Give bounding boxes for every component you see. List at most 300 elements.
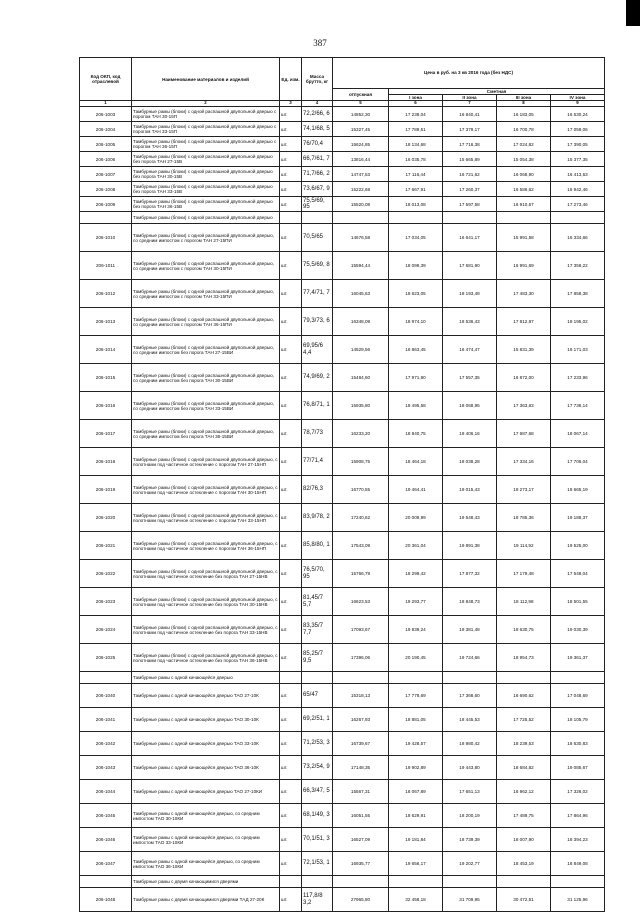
price-zone-1: 18 974,10 xyxy=(389,308,443,336)
price-zone-3: 17 483,30 xyxy=(497,280,551,308)
price-zone-3: 15 831,39 xyxy=(497,336,551,364)
table-row xyxy=(80,708,605,732)
item-name: Тамбурные рамы (блоки) с одной распашной двупольной дверью, с полотнами под частичное остекление без порога ТАН 33-15НВ xyxy=(132,616,280,644)
price-zone-1: 18 464,18 xyxy=(389,448,443,476)
item-unit: шт. xyxy=(280,756,302,780)
item-name: Тамбурные рамы (блоки) с одной распашной двупольной дверью, со средним импостом без порога ТАН 36-15ВИ xyxy=(132,420,280,448)
item-unit: шт. xyxy=(280,420,302,448)
price-zone-2: 18 193,48 xyxy=(443,280,497,308)
price-zone-1: 17 238,04 xyxy=(389,107,443,122)
item-code: 206-1004 xyxy=(80,122,132,137)
item-mass: 83,35/7 7,7 xyxy=(302,616,333,644)
item-unit: шт. xyxy=(280,732,302,756)
item-mass: 78,7/73 xyxy=(302,420,333,448)
item-name: Тамбурные рамы с одной качающейся дверью, со средним импостом ТАО 33-10КИ xyxy=(132,828,280,852)
group-empty xyxy=(443,212,497,224)
price-zone-2: 18 848,73 xyxy=(443,588,497,616)
item-unit: шт. xyxy=(280,308,302,336)
item-unit: шт. xyxy=(280,197,302,212)
item-code: 206-1015 xyxy=(80,364,132,392)
header-zone-2: II зона xyxy=(443,95,497,101)
item-mass: 66,3/47, 5 xyxy=(302,780,333,804)
price-zone-2: 18 536,43 xyxy=(443,308,497,336)
price-zone-2: 17 260,37 xyxy=(443,182,497,197)
price-zone-2: 17 379,17 xyxy=(443,122,497,137)
price-zone-4: 17 059,06 xyxy=(551,122,605,137)
price-zone-4: 17 273,46 xyxy=(551,197,605,212)
item-name: Тамбурные рамы (блоки) с одной распашной двупольной дверью, со средним импостом без порога ТАН 33-15ВИ xyxy=(132,392,280,420)
price-zone-1: 17 789,51 xyxy=(389,122,443,137)
item-mass: 65/47 xyxy=(302,684,333,708)
header-zone-4: IV зона xyxy=(551,95,605,101)
item-code: 206-1040 xyxy=(80,684,132,708)
price-zone-2: 19 381,48 xyxy=(443,616,497,644)
item-mass: 73,6/67, 9 xyxy=(302,182,333,197)
table-row xyxy=(80,152,605,167)
price-zone-1: 20 009,99 xyxy=(389,504,443,532)
price-zone-1: 18 067,89 xyxy=(389,780,443,804)
col-number: 5 xyxy=(333,101,389,107)
item-code: 206-1008 xyxy=(80,182,132,197)
price-zone-3: 18 239,53 xyxy=(497,732,551,756)
price-zone-3: 17 179,48 xyxy=(497,560,551,588)
price-zone-3: 18 112,98 xyxy=(497,588,551,616)
group-title: Тамбурные рамы (блоки) с одной распашной двупольной дверью xyxy=(132,212,280,224)
item-name: Тамбурные рамы (блоки) с одной распашной двупольной дверью, с полотнами под частичное остекление с порогом ТАН 33-15НП xyxy=(132,504,280,532)
item-unit: шт. xyxy=(280,504,302,532)
item-unit: шт. xyxy=(280,280,302,308)
item-mass: 85,8/80, 1 xyxy=(302,532,333,560)
item-code: 206-1006 xyxy=(80,152,132,167)
price-zone-4: 19 188,37 xyxy=(551,504,605,532)
group-empty xyxy=(443,672,497,684)
group-empty xyxy=(80,212,132,224)
group-row xyxy=(80,212,605,224)
price-zone-3: 16 910,67 xyxy=(497,197,551,212)
price-zone-2: 19 724,66 xyxy=(443,644,497,672)
group-empty xyxy=(389,672,443,684)
col-number: 9 xyxy=(551,101,605,107)
item-unit: шт. xyxy=(280,780,302,804)
item-code: 206-1047 xyxy=(80,852,132,876)
price-zone-1: 16 035,78 xyxy=(389,152,443,167)
price-zone-4: 17 356,22 xyxy=(551,252,605,280)
price-zone-2: 18 739,39 xyxy=(443,828,497,852)
header-mass: Масса брутто, кг xyxy=(302,58,333,101)
group-empty xyxy=(333,672,389,684)
item-name: Тамбурные рамы (блоки) с одной распашной двупольной дверью, с полотнами под частичное остекление без порога ТАН 27-15НВ xyxy=(132,560,280,588)
price-release: 15594,44 xyxy=(333,252,389,280)
item-code: 206-1046 xyxy=(80,828,132,852)
item-code: 206-1048 xyxy=(80,888,132,912)
price-zone-2: 17 597,58 xyxy=(443,197,497,212)
item-code: 206-1023 xyxy=(80,588,132,616)
price-zone-4: 18 394,23 xyxy=(551,828,605,852)
item-name: Тамбурные рамы с одной качающейся дверью ТАО 36-10К xyxy=(132,756,280,780)
price-zone-3: 17 489,75 xyxy=(497,804,551,828)
price-zone-4: 16 942,46 xyxy=(551,182,605,197)
group-empty xyxy=(497,876,551,888)
item-unit: шт. xyxy=(280,828,302,852)
item-mass: 69,2/51, 1 xyxy=(302,708,333,732)
price-zone-2: 17 681,90 xyxy=(443,252,497,280)
price-zone-2: 19 443,80 xyxy=(443,756,497,780)
price-zone-3: 16 690,62 xyxy=(497,684,551,708)
item-code: 206-1012 xyxy=(80,280,132,308)
item-mass: 74,9/69, 2 xyxy=(302,364,333,392)
table-row xyxy=(80,107,605,122)
item-unit: шт. xyxy=(280,532,302,560)
item-mass: 81,45/7 5,7 xyxy=(302,588,333,616)
item-name: Тамбурные рамы (блоки) с одной распашной двупольной дверью, с полотнами под частичное остекление без порога ТАН 30-15НВ xyxy=(132,588,280,616)
item-mass: 69,95/6 4,4 xyxy=(302,336,333,364)
item-code: 206-1044 xyxy=(80,780,132,804)
item-code: 206-1042 xyxy=(80,732,132,756)
item-name: Тамбурные рамы (блоки) с одной распашной двупольной дверью, со средним импостом без порога ТАН 27-15ВИ xyxy=(132,336,280,364)
header-name: Наименование материалов и изделий xyxy=(132,58,280,101)
item-mass: 75,5/69, 8 xyxy=(302,252,333,280)
col-number: 8 xyxy=(497,101,551,107)
item-name: Тамбурные рамы (блоки) с одной распашной двупольной дверью с порогом ТАН 33-15П xyxy=(132,122,280,137)
header-unit: Ед. изм. xyxy=(280,58,302,101)
table-row xyxy=(80,420,605,448)
table-row xyxy=(80,588,605,616)
item-unit: шт. xyxy=(280,644,302,672)
price-zone-3: 16 586,62 xyxy=(497,182,551,197)
group-title: Тамбурные рамы с одной качающейся дверью xyxy=(132,672,280,684)
group-empty xyxy=(302,212,333,224)
group-empty xyxy=(280,876,302,888)
price-zone-2: 19 548,43 xyxy=(443,504,497,532)
price-zone-1: 19 902,89 xyxy=(389,756,443,780)
item-mass: 76,8/71, 1 xyxy=(302,392,333,420)
table-row xyxy=(80,560,605,588)
price-release: 14852,30 xyxy=(333,107,389,122)
item-unit: шт. xyxy=(280,252,302,280)
item-code: 206-1009 xyxy=(80,197,132,212)
price-release: 15766,79 xyxy=(333,560,389,588)
item-unit: шт. xyxy=(280,476,302,504)
item-unit: шт. xyxy=(280,107,302,122)
item-code: 206-1025 xyxy=(80,644,132,672)
item-name: Тамбурные рамы (блоки) с одной распашной двупольной дверью без порога ТАН 30-15В xyxy=(132,167,280,182)
price-release: 15222,68 xyxy=(333,182,389,197)
price-zone-4: 18 630,83 xyxy=(551,732,605,756)
item-unit: шт. xyxy=(280,152,302,167)
item-mass: 85,25/7 9,5 xyxy=(302,644,333,672)
item-name: Тамбурные рамы (блоки) с одной распашной двупольной дверью с порогом ТАН 36-15П xyxy=(132,137,280,152)
item-code: 206-1017 xyxy=(80,420,132,448)
group-empty xyxy=(333,212,389,224)
price-zone-3: 17 725,52 xyxy=(497,708,551,732)
price-zone-2: 16 840,41 xyxy=(443,107,497,122)
item-name: Тамбурные рамы (блоки) с одной распашной двупольной дверью, с полотнами под частичное остекление с порогом ТАН 27-15НП xyxy=(132,448,280,476)
table-row xyxy=(80,504,605,532)
price-zone-4: 31 125,96 xyxy=(551,888,605,912)
item-mass: 68,1/49, 3 xyxy=(302,804,333,828)
price-zone-3: 16 872,00 xyxy=(497,364,551,392)
price-zone-2: 16 721,62 xyxy=(443,167,497,182)
price-release: 27965,80 xyxy=(333,888,389,912)
group-empty xyxy=(80,876,132,888)
col-number: 2 xyxy=(132,101,280,107)
price-zone-2: 18 200,19 xyxy=(443,804,497,828)
group-empty xyxy=(280,672,302,684)
price-zone-1: 18 623,05 xyxy=(389,280,443,308)
price-zone-1: 19 656,17 xyxy=(389,852,443,876)
item-code: 206-1005 xyxy=(80,137,132,152)
price-zone-4: 17 548,04 xyxy=(551,560,605,588)
price-zone-1: 19 181,84 xyxy=(389,828,443,852)
item-code: 206-1011 xyxy=(80,252,132,280)
price-zone-4: 18 067,14 xyxy=(551,420,605,448)
price-zone-4: 17 858,38 xyxy=(551,280,605,308)
item-name: Тамбурные рамы (блоки) с одной распашной двупольной дверью, с полотнами под частичное остекление без порога ТАН 36-15НВ xyxy=(132,644,280,672)
price-zone-1: 18 840,75 xyxy=(389,420,443,448)
group-empty xyxy=(551,876,605,888)
item-unit: шт. xyxy=(280,852,302,876)
item-name: Тамбурные рамы (блоки) с одной распашной двупольной дверью с порогом ТАН 30-15П xyxy=(132,107,280,122)
price-zone-1: 19 293,77 xyxy=(389,588,443,616)
price-zone-4: 19 525,00 xyxy=(551,532,605,560)
table-row xyxy=(80,308,605,336)
table-row xyxy=(80,780,605,804)
header-zone-1: I зона xyxy=(389,95,443,101)
price-zone-2: 19 015,43 xyxy=(443,476,497,504)
price-release: 16233,20 xyxy=(333,420,389,448)
item-name: Тамбурные рамы (блоки) с одной распашной двупольной дверью, со средним импостом с порогом ТАН 33-15ПИ xyxy=(132,280,280,308)
price-zone-1: 32 458,18 xyxy=(389,888,443,912)
price-zone-4: 18 105,79 xyxy=(551,708,605,732)
table-row xyxy=(80,828,605,852)
price-release: 16051,55 xyxy=(333,804,389,828)
item-mass: 71,7/66, 2 xyxy=(302,167,333,182)
item-mass: 77/71,4 xyxy=(302,448,333,476)
item-name: Тамбурные рамы (блоки) с одной распашной двупольной дверью, со средним импостом без порога ТАН 30-15ВИ xyxy=(132,364,280,392)
item-mass: 117,8/8 3,2 xyxy=(302,888,333,912)
price-zone-1: 19 839,24 xyxy=(389,616,443,644)
item-unit: шт. xyxy=(280,560,302,588)
price-zone-2: 16 641,17 xyxy=(443,224,497,252)
price-zone-4: 17 864,96 xyxy=(551,804,605,828)
price-zone-3: 18 007,90 xyxy=(497,828,551,852)
table-row xyxy=(80,804,605,828)
item-code: 206-1045 xyxy=(80,804,132,828)
price-zone-3: 16 700,78 xyxy=(497,122,551,137)
item-unit: шт. xyxy=(280,224,302,252)
price-zone-2: 19 891,38 xyxy=(443,532,497,560)
table-row xyxy=(80,167,605,182)
group-empty xyxy=(280,212,302,224)
price-zone-3: 18 954,73 xyxy=(497,644,551,672)
item-code: 206-1020 xyxy=(80,504,132,532)
group-empty xyxy=(443,876,497,888)
item-mass: 82/76,3 xyxy=(302,476,333,504)
price-zone-1: 17 778,69 xyxy=(389,684,443,708)
price-release: 17543,09 xyxy=(333,532,389,560)
group-row xyxy=(80,876,605,888)
price-zone-3: 18 273,17 xyxy=(497,476,551,504)
table-row xyxy=(80,252,605,280)
price-release: 15327,45 xyxy=(333,122,389,137)
table-row xyxy=(80,888,605,912)
item-mass: 73,2/54, 9 xyxy=(302,756,333,780)
table-row xyxy=(80,122,605,137)
item-name: Тамбурные рамы (блоки) с одной распашной двупольной дверью без порога ТАН 33-15В xyxy=(132,182,280,197)
group-empty xyxy=(80,672,132,684)
table-row xyxy=(80,732,605,756)
item-name: Тамбурные рамы (блоки) с одной распашной двупольной дверью без порога ТАН 27-15В xyxy=(132,152,280,167)
price-zone-4: 16 530,24 xyxy=(551,107,605,122)
price-release: 16739,67 xyxy=(333,732,389,756)
item-unit: шт. xyxy=(280,616,302,644)
group-row xyxy=(80,672,605,684)
item-mass: 72,2/66, 6 xyxy=(302,107,333,122)
item-code: 206-1021 xyxy=(80,532,132,560)
price-zone-1: 16 863,45 xyxy=(389,336,443,364)
item-name: Тамбурные рамы (блоки) с одной распашной двупольной дверью, со средним импостом с порогом ТАН 30-15ПИ xyxy=(132,252,280,280)
price-zone-1: 18 099,39 xyxy=(389,252,443,280)
item-mass: 77,4/71, 7 xyxy=(302,280,333,308)
header-code: Код ОКП, код отраслевой xyxy=(80,58,132,101)
price-zone-4: 18 195,02 xyxy=(551,308,605,336)
col-number: 6 xyxy=(389,101,443,107)
price-zone-3: 18 630,75 xyxy=(497,616,551,644)
group-empty xyxy=(389,212,443,224)
price-zone-3: 17 334,16 xyxy=(497,448,551,476)
item-unit: шт. xyxy=(280,448,302,476)
price-zone-3: 16 183,05 xyxy=(497,107,551,122)
table-row xyxy=(80,336,605,364)
item-mass: 71,2/53, 3 xyxy=(302,732,333,756)
price-zone-1: 18 495,58 xyxy=(389,392,443,420)
price-release: 16267,93 xyxy=(333,708,389,732)
group-empty xyxy=(551,672,605,684)
table-row xyxy=(80,476,605,504)
price-zone-1: 18 881,05 xyxy=(389,708,443,732)
group-empty xyxy=(497,212,551,224)
group-empty xyxy=(497,672,551,684)
price-zone-2: 17 368,60 xyxy=(443,684,497,708)
price-zone-4: 17 233,96 xyxy=(551,364,605,392)
item-unit: шт. xyxy=(280,336,302,364)
price-release: 14747,53 xyxy=(333,167,389,182)
price-zone-3: 17 687,68 xyxy=(497,420,551,448)
table-row xyxy=(80,137,605,152)
group-empty xyxy=(302,876,333,888)
price-zone-3: 19 114,92 xyxy=(497,532,551,560)
price-release: 14676,58 xyxy=(333,224,389,252)
item-mass: 76/70,4 xyxy=(302,137,333,152)
scan-corner-mark xyxy=(626,0,640,26)
price-release: 15624,85 xyxy=(333,137,389,152)
price-zone-1: 20 190,45 xyxy=(389,644,443,672)
price-zone-2: 17 877,32 xyxy=(443,560,497,588)
item-unit: шт. xyxy=(280,708,302,732)
item-name: Тамбурные рамы с одной качающейся дверью ТАО 30-10К xyxy=(132,708,280,732)
item-mass: 70,5/65 xyxy=(302,224,333,252)
item-name: Тамбурные рамы с одной качающейся дверью, со средним импостом ТАО 36-10КИ xyxy=(132,852,280,876)
table-row xyxy=(80,182,605,197)
price-zone-2: 19 202,77 xyxy=(443,852,497,876)
price-release: 16348,09 xyxy=(333,308,389,336)
group-empty xyxy=(333,876,389,888)
table-row xyxy=(80,448,605,476)
price-release: 15484,60 xyxy=(333,364,389,392)
item-mass: 72,1/53, 1 xyxy=(302,852,333,876)
item-unit: шт. xyxy=(280,137,302,152)
item-code: 206-1019 xyxy=(80,476,132,504)
item-unit: шт. xyxy=(280,888,302,912)
group-empty xyxy=(551,212,605,224)
price-zone-4: 18 849,08 xyxy=(551,852,605,876)
item-mass: 70,1/51, 3 xyxy=(302,828,333,852)
price-zone-3: 18 684,82 xyxy=(497,756,551,780)
item-unit: шт. xyxy=(280,392,302,420)
price-zone-1: 19 464,41 xyxy=(389,476,443,504)
price-zone-4: 16 413,63 xyxy=(551,167,605,182)
price-zone-1: 18 134,68 xyxy=(389,137,443,152)
price-zone-3: 16 962,12 xyxy=(497,780,551,804)
table-row xyxy=(80,532,605,560)
price-release: 13816,44 xyxy=(333,152,389,167)
item-code: 206-1043 xyxy=(80,756,132,780)
price-zone-2: 18 068,95 xyxy=(443,392,497,420)
item-name: Тамбурные рамы (блоки) с одной распашной двупольной дверью, со средним импостом с порогом ТАН 36-15ПИ xyxy=(132,308,280,336)
price-zone-3: 16 068,90 xyxy=(497,167,551,182)
table-row xyxy=(80,616,605,644)
price-release: 15520,08 xyxy=(333,197,389,212)
item-mass: 75,5/69, 95 xyxy=(302,197,333,212)
price-zone-3: 15 991,58 xyxy=(497,224,551,252)
item-code: 206-1016 xyxy=(80,392,132,420)
item-mass: 83,9/78, 2 xyxy=(302,504,333,532)
price-zone-2: 17 651,13 xyxy=(443,780,497,804)
item-code: 206-1003 xyxy=(80,107,132,122)
price-release: 16045,63 xyxy=(333,280,389,308)
price-zone-3: 30 472,51 xyxy=(497,888,551,912)
price-zone-4: 17 326,02 xyxy=(551,780,605,804)
header-estimate: Сметная xyxy=(389,89,605,95)
price-zone-2: 15 665,89 xyxy=(443,152,497,167)
item-name: Тамбурные рамы с двумя качающимися дверями ТАД 27-20К xyxy=(132,888,280,912)
item-name: Тамбурные рамы с одной качающейся дверью ТАО 27-10К xyxy=(132,684,280,708)
item-code: 206-1007 xyxy=(80,167,132,182)
price-zone-4: 19 030,39 xyxy=(551,616,605,644)
item-name: Тамбурные рамы с одной качающейся дверью, со средним импостом ТАО 30-10КИ xyxy=(132,804,280,828)
group-title: Тамбурные рамы с двумя качающимися дверями xyxy=(132,876,280,888)
price-zone-2: 17 716,38 xyxy=(443,137,497,152)
table-row xyxy=(80,644,605,672)
price-zone-2: 18 038,28 xyxy=(443,448,497,476)
price-zone-2: 18 445,53 xyxy=(443,708,497,732)
price-release: 17396,06 xyxy=(333,644,389,672)
price-zone-4: 15 377,35 xyxy=(551,152,605,167)
price-table xyxy=(79,57,605,912)
header-zone-3: III зона xyxy=(497,95,551,101)
price-zone-3: 17 024,82 xyxy=(497,137,551,152)
price-zone-1: 17 034,05 xyxy=(389,224,443,252)
price-zone-4: 17 706,04 xyxy=(551,448,605,476)
item-mass: 76,5/70, 95 xyxy=(302,560,333,588)
col-number: 4 xyxy=(302,101,333,107)
price-zone-2: 18 980,42 xyxy=(443,732,497,756)
price-release: 17093,67 xyxy=(333,616,389,644)
price-zone-3: 18 453,19 xyxy=(497,852,551,876)
price-zone-4: 19 085,67 xyxy=(551,756,605,780)
table-row xyxy=(80,224,605,252)
table-row xyxy=(80,392,605,420)
